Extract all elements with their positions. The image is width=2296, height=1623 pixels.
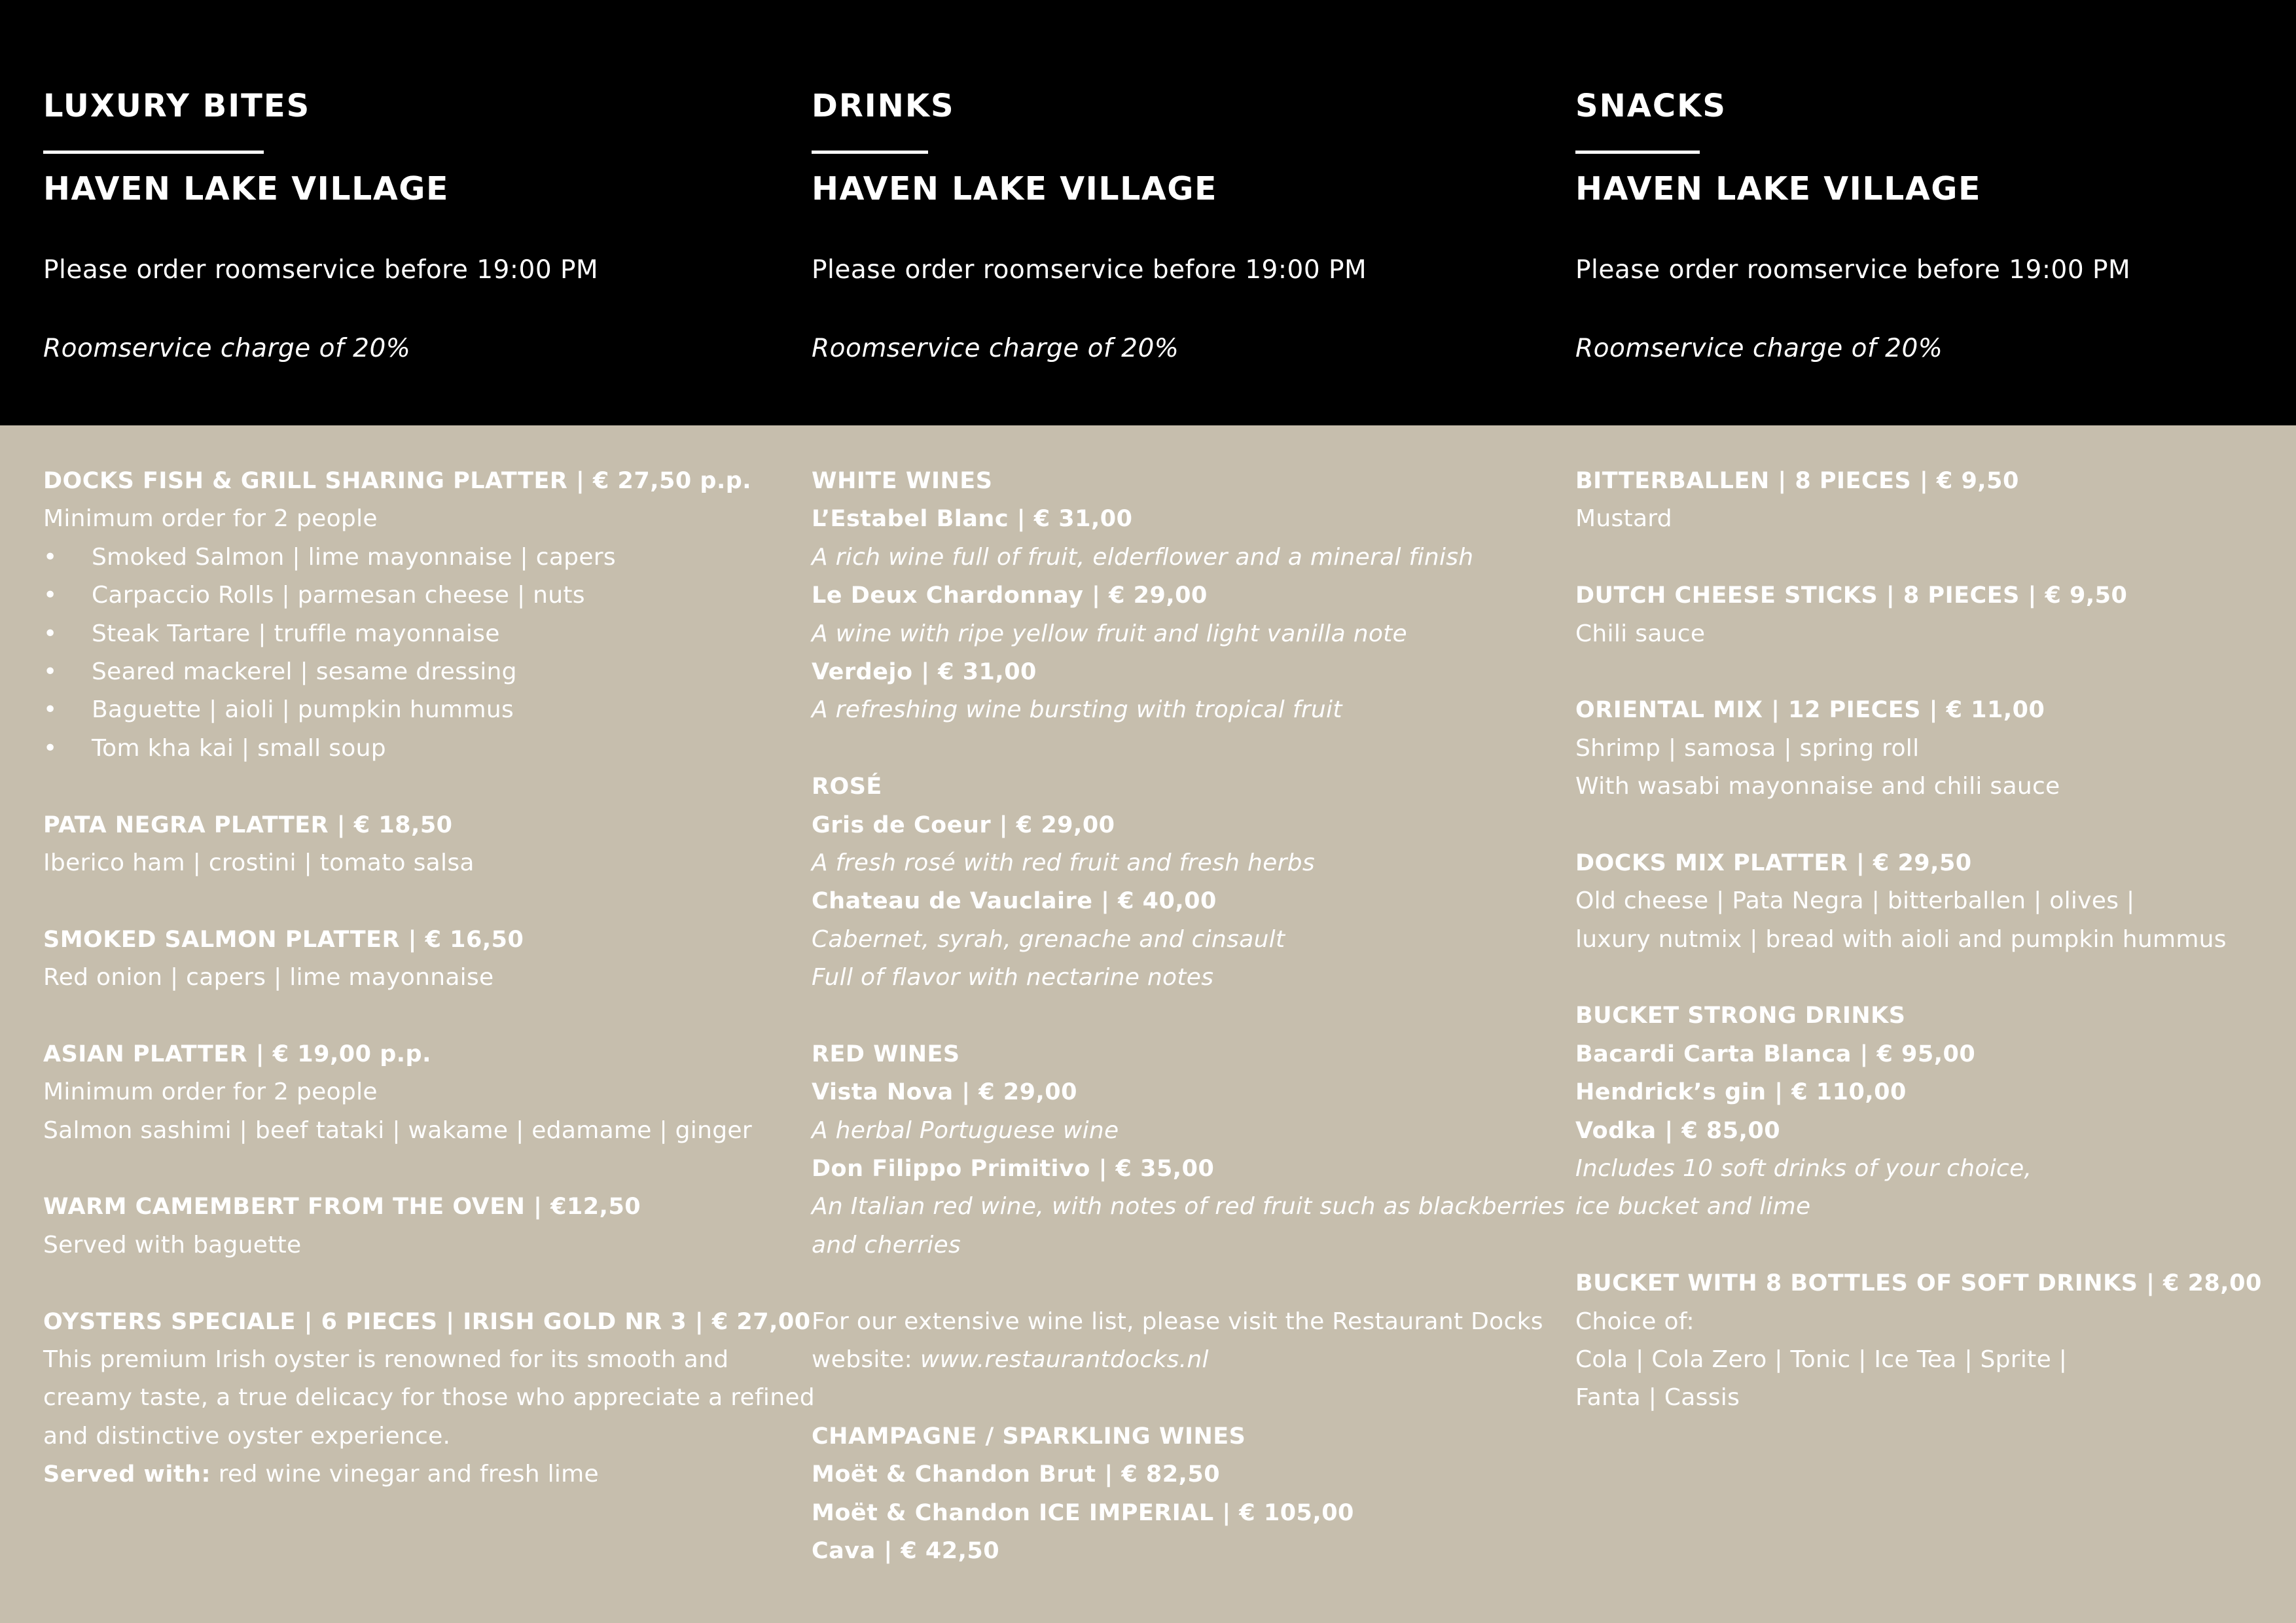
menu-item-desc: Chili sauce [1575, 620, 1706, 647]
website-prefix: website: [812, 1346, 920, 1373]
title-underline [812, 151, 928, 154]
location-title: HAVEN LAKE VILLAGE [1575, 170, 1981, 207]
menu-item-title: SMOKED SALMON PLATTER | € 16,50 [43, 926, 524, 953]
menu-item-title: ORIENTAL MIX | 12 PIECES | € 11,00 [1575, 697, 2045, 724]
wine-list-note: For our extensive wine list, please visit the Restaurant Docks [812, 1308, 1543, 1335]
bullet-item [43, 539, 776, 577]
bullet-item [43, 730, 776, 768]
wine-name: Moët & Chandon ICE IMPERIAL | € 105,00 [812, 1499, 1354, 1526]
wine-desc: Cabernet, syrah, grenache and cinsault [812, 925, 1285, 953]
menu-item-title: BITTERBALLEN | 8 PIECES | € 9,50 [1575, 468, 2019, 494]
wine-name: Cava | € 42,50 [812, 1537, 1000, 1564]
wine-name: Verdejo | € 31,00 [812, 658, 1037, 685]
menu-item-desc: Shrimp | samosa | spring roll [1575, 734, 1920, 762]
wine-category-heading: RED WINES [812, 1041, 960, 1067]
section-title: LUXURY BITES [43, 88, 311, 124]
menu-item-title: ASIAN PLATTER | € 19,00 p.p. [43, 1041, 431, 1067]
wine-category-heading: ROSÉ [812, 774, 882, 800]
bullet-text: Seared mackerel | sesame dressing [92, 658, 517, 685]
drinks-column [812, 462, 1566, 1570]
bullet-text: Smoked Salmon | lime mayonnaise | capers [92, 543, 616, 571]
drink-name: Bacardi Carta Blanca | € 95,00 [1575, 1041, 1976, 1067]
charge-note: Roomservice charge of 20% [43, 334, 411, 363]
wine-name: Chateau de Vauclaire | € 40,00 [812, 888, 1217, 915]
wine-desc: Full of flavor with nectarine notes [812, 964, 1214, 991]
wine-desc: An Italian red wine, with notes of red fruit such as blackberries [812, 1193, 1566, 1221]
luxury-bites-column [43, 462, 815, 1494]
order-note: Please order roomservice before 19:00 PM [1575, 255, 2131, 285]
wine-name: Moët & Chandon Brut | € 82,50 [812, 1461, 1221, 1488]
bullet-item [43, 615, 776, 653]
bullet-icon: • [43, 734, 58, 762]
menu-item-title: BUCKET WITH 8 BOTTLES OF SOFT DRINKS | € 28,00 [1575, 1270, 2262, 1297]
menu-item-note: Minimum order for 2 people [43, 1079, 378, 1106]
wine-desc: A rich wine full of fruit, elderflower and a mineral finish [812, 543, 1474, 571]
charge-note: Roomservice charge of 20% [812, 334, 1179, 363]
menu-item-desc: Red onion | capers | lime mayonnaise [43, 964, 494, 991]
wine-name: Le Deux Chardonnay | € 29,00 [812, 582, 1208, 609]
bullet-item [43, 653, 776, 691]
wine-name: L’Estabel Blanc | € 31,00 [812, 506, 1133, 533]
menu-item-title: OYSTERS SPECIALE | 6 PIECES | IRISH GOLD NR 3 | € 27,00 [43, 1308, 811, 1335]
bullet-icon: • [43, 658, 58, 685]
bullet-icon: • [43, 543, 58, 571]
title-underline [43, 151, 264, 154]
location-title: HAVEN LAKE VILLAGE [812, 170, 1217, 207]
section-title: SNACKS [1575, 88, 1727, 124]
menu-item-desc: Choice of: [1575, 1308, 1695, 1335]
website-line [812, 1341, 1545, 1379]
title-underline [1575, 151, 1700, 154]
bucket-note: ice bucket and lime [1575, 1193, 1811, 1221]
menu-item-desc: Cola | Cola Zero | Tonic | Ice Tea | Sprite | [1575, 1346, 2068, 1373]
bullet-text: Carpaccio Rolls | parmesan cheese | nuts [92, 582, 585, 609]
wine-desc: A wine with ripe yellow fruit and light vanilla note [812, 620, 1408, 647]
drink-name: Hendrick’s gin | € 110,00 [1575, 1079, 1907, 1106]
bucket-note: Includes 10 soft drinks of your choice, [1575, 1155, 2032, 1183]
wine-desc: and cherries [812, 1231, 961, 1258]
drink-name: Vodka | € 85,00 [1575, 1117, 1781, 1144]
order-note: Please order roomservice before 19:00 PM [43, 255, 599, 285]
menu-item-desc: Old cheese | Pata Negra | bitterballen | olives | [1575, 887, 2135, 915]
menu-header [0, 0, 2296, 425]
website-link[interactable]: www.restaurantdocks.nl [920, 1346, 1209, 1373]
wine-desc: A fresh rosé with red fruit and fresh herbs [812, 849, 1315, 876]
wine-name: Vista Nova | € 29,00 [812, 1079, 1078, 1106]
bullet-text: Steak Tartare | truffle mayonnaise [92, 620, 500, 647]
order-note: Please order roomservice before 19:00 PM [812, 255, 1367, 285]
menu-item-title: DOCKS FISH & GRILL SHARING PLATTER | € 27,50 p.p. [43, 468, 752, 494]
menu-item-desc: This premium Irish oyster is renowned for its smooth and [43, 1346, 729, 1373]
menu-item-desc: Served with baguette [43, 1231, 302, 1258]
wine-category-heading: CHAMPAGNE / SPARKLING WINES [812, 1423, 1246, 1450]
menu-item-desc: and distinctive oyster experience. [43, 1422, 451, 1450]
wine-desc: A herbal Portuguese wine [812, 1116, 1119, 1144]
menu-item-title: WARM CAMEMBERT FROM THE OVEN | €12,50 [43, 1194, 641, 1221]
wine-name: Don Filippo Primitivo | € 35,00 [812, 1156, 1215, 1183]
wine-desc: A refreshing wine bursting with tropical fruit [812, 696, 1342, 724]
served-with-label: Served with: [43, 1461, 211, 1488]
bullet-item [43, 577, 776, 615]
menu-item-desc: luxury nutmix | bread with aioli and pumpkin hummus [1575, 925, 2227, 953]
menu-item-title: DUTCH CHEESE STICKS | 8 PIECES | € 9,50 [1575, 582, 2128, 609]
menu-item-desc: With wasabi mayonnaise and chili sauce [1575, 773, 2060, 800]
menu-item-desc: Iberico ham | crostini | tomato salsa [43, 849, 475, 876]
menu-item-desc: Salmon sashimi | beef tataki | wakame | edamame | ginger [43, 1116, 752, 1144]
menu-item-title: PATA NEGRA PLATTER | € 18,50 [43, 812, 453, 838]
charge-note: Roomservice charge of 20% [1575, 334, 1943, 363]
wine-category-heading: WHITE WINES [812, 468, 993, 494]
section-title: DRINKS [812, 88, 955, 124]
menu-item-title: DOCKS MIX PLATTER | € 29,50 [1575, 849, 1972, 876]
bullet-item [43, 691, 776, 729]
bullet-icon: • [43, 620, 58, 647]
menu-item-desc: creamy taste, a true delicacy for those who appreciate a refined [43, 1384, 815, 1412]
served-with-text: red wine vinegar and fresh lime [210, 1461, 600, 1488]
menu-item-title: BUCKET STRONG DRINKS [1575, 1003, 1906, 1029]
menu-item-note: Minimum order for 2 people [43, 505, 378, 533]
bullet-text: Tom kha kai | small soup [92, 734, 386, 762]
served-with-line [43, 1455, 776, 1493]
menu-item-desc: Mustard [1575, 505, 1672, 533]
bullet-icon: • [43, 696, 58, 724]
bullet-icon: • [43, 582, 58, 609]
wine-name: Gris de Coeur | € 29,00 [812, 812, 1115, 838]
menu-item-desc: Fanta | Cassis [1575, 1384, 1740, 1412]
bullet-text: Baguette | aioli | pumpkin hummus [92, 696, 514, 724]
snacks-column [1575, 462, 2269, 1418]
location-title: HAVEN LAKE VILLAGE [43, 170, 449, 207]
